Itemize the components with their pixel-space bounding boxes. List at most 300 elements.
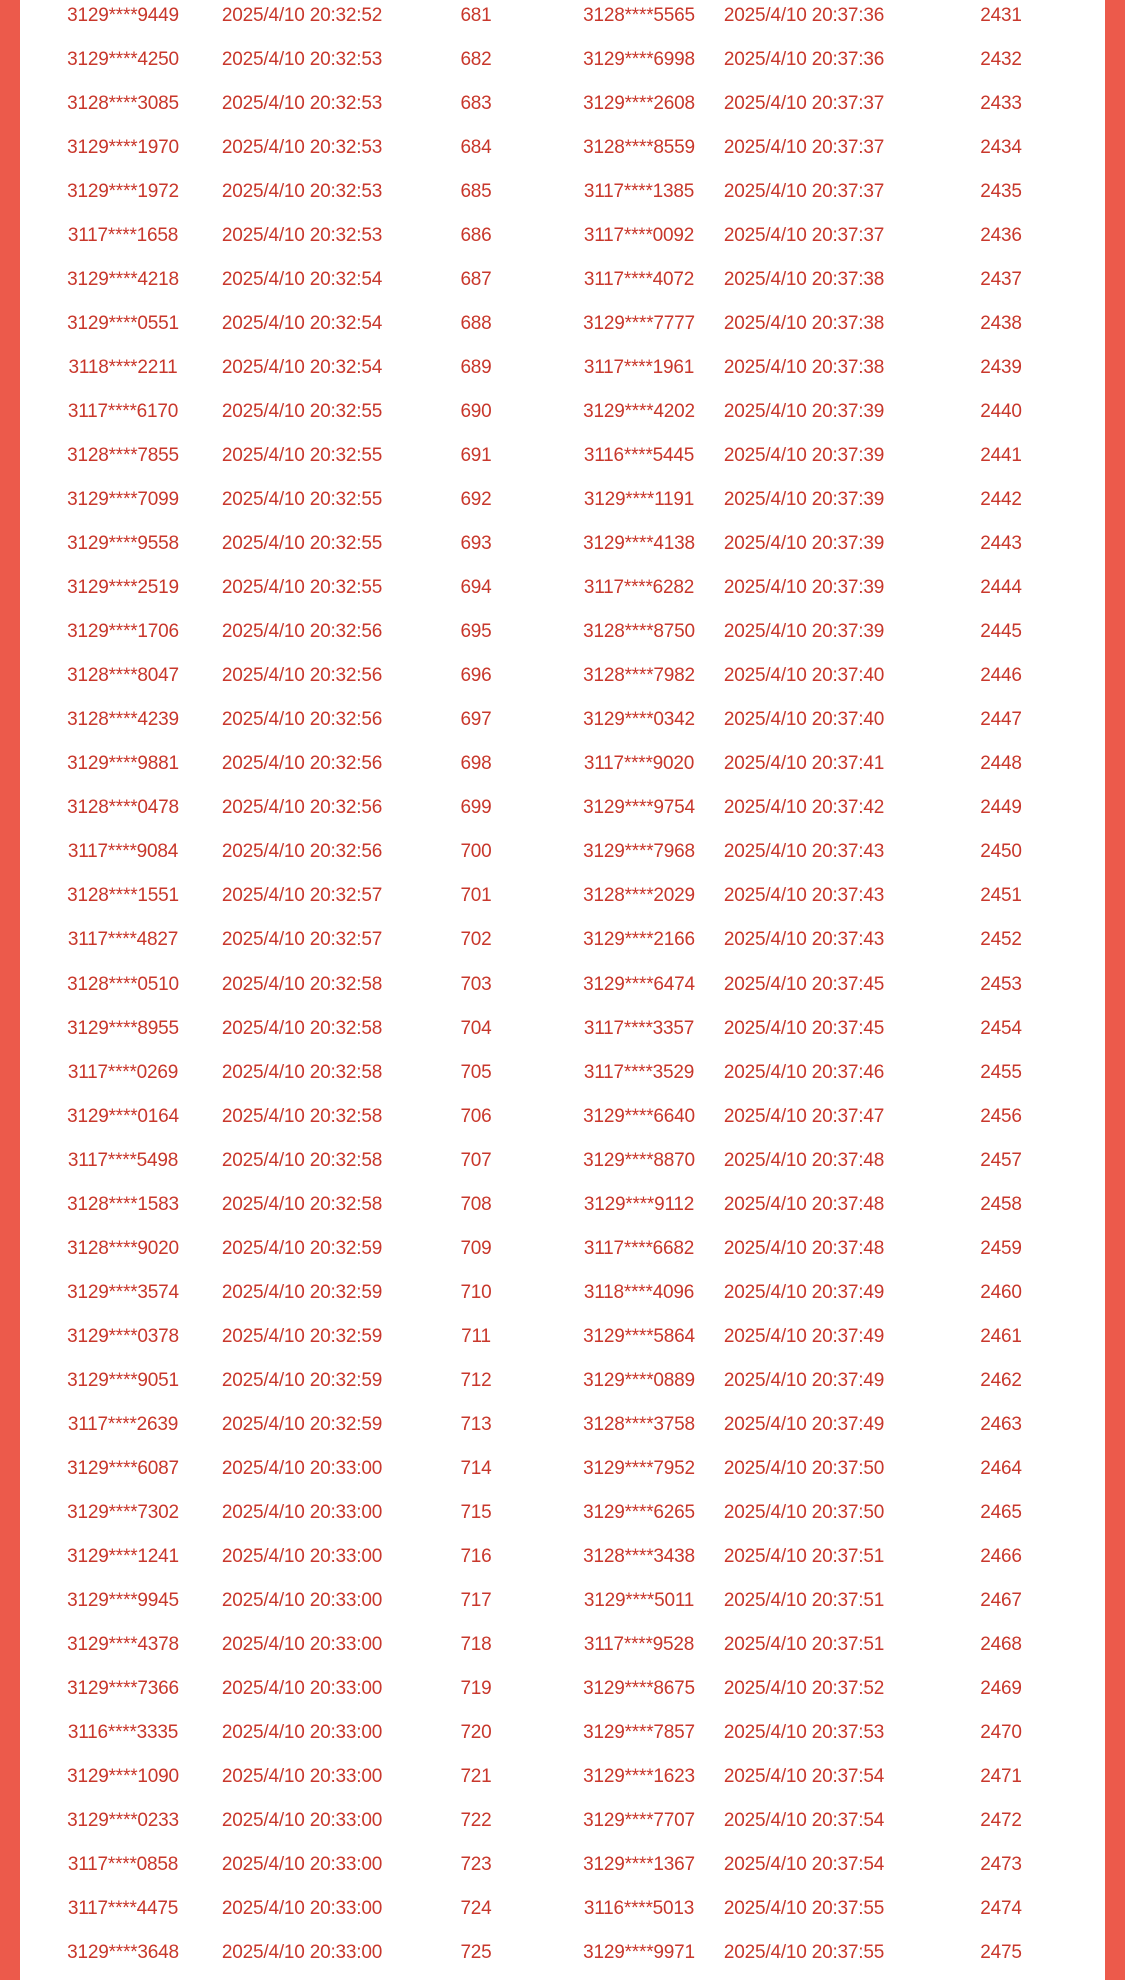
- rank-cell: 2445: [980, 621, 1022, 643]
- timestamp-cell: 2025/4/10 20:32:53: [221, 181, 383, 203]
- account-id-cell: 3128****0478: [67, 797, 179, 819]
- account-id-cell: 3129****7302: [67, 1501, 179, 1523]
- timestamp-cell: 2025/4/10 20:33:00: [221, 1633, 383, 1655]
- rank-cell: 687: [460, 269, 492, 291]
- timestamp-cell: 2025/4/10 20:32:59: [221, 1369, 383, 1391]
- timestamp-cell: 2025/4/10 20:37:39: [723, 489, 885, 511]
- rank-cell: 718: [460, 1633, 492, 1655]
- timestamp-cell: 2025/4/10 20:37:54: [723, 1809, 885, 1831]
- account-id-cell: 3117****1385: [583, 181, 695, 203]
- table-row: [20, 1403, 1105, 1447]
- timestamp-cell: 2025/4/10 20:37:47: [723, 1105, 885, 1127]
- rank-cell: 2464: [980, 1457, 1022, 1479]
- account-id-cell: 3118****4096: [583, 1281, 695, 1303]
- account-id-cell: 3117****0269: [67, 1061, 179, 1083]
- timestamp-cell: 2025/4/10 20:37:43: [723, 841, 885, 863]
- rank-cell: 2453: [980, 973, 1022, 995]
- rank-cell: 2475: [980, 1942, 1022, 1963]
- rank-cell: 692: [460, 489, 492, 511]
- rank-cell: 2433: [980, 93, 1022, 115]
- account-id-cell: 3117****6170: [67, 401, 179, 423]
- rank-cell: 716: [460, 1545, 492, 1567]
- account-id-cell: 3128****3758: [583, 1413, 695, 1435]
- table-row: [20, 346, 1105, 390]
- timestamp-cell: 2025/4/10 20:37:37: [723, 225, 885, 247]
- timestamp-cell: 2025/4/10 20:32:53: [221, 49, 383, 71]
- account-id-cell: 3116****3335: [67, 1721, 179, 1743]
- timestamp-cell: 2025/4/10 20:32:53: [221, 225, 383, 247]
- timestamp-cell: 2025/4/10 20:32:56: [221, 621, 383, 643]
- timestamp-cell: 2025/4/10 20:32:56: [221, 709, 383, 731]
- timestamp-cell: 2025/4/10 20:37:36: [723, 49, 885, 71]
- account-id-cell: 3128****3085: [67, 93, 179, 115]
- account-id-cell: 3129****6474: [583, 973, 695, 995]
- timestamp-cell: 2025/4/10 20:32:55: [221, 533, 383, 555]
- account-id-cell: 3129****7366: [67, 1677, 179, 1699]
- timestamp-cell: 2025/4/10 20:32:59: [221, 1325, 383, 1347]
- table-row: [20, 0, 1105, 38]
- account-id-cell: 3117****6282: [583, 577, 695, 599]
- timestamp-cell: 2025/4/10 20:33:00: [221, 1501, 383, 1523]
- timestamp-cell: 2025/4/10 20:37:42: [723, 797, 885, 819]
- rank-cell: 2449: [980, 797, 1022, 819]
- timestamp-cell: 2025/4/10 20:37:38: [723, 313, 885, 335]
- table-row: [20, 478, 1105, 522]
- table-row: [20, 918, 1105, 962]
- timestamp-cell: 2025/4/10 20:33:00: [221, 1721, 383, 1743]
- account-id-cell: 3129****9051: [67, 1369, 179, 1391]
- timestamp-cell: 2025/4/10 20:33:00: [221, 1942, 383, 1963]
- account-id-cell: 3129****6087: [67, 1457, 179, 1479]
- table-row: [20, 1623, 1105, 1667]
- account-id-cell: 3129****8870: [583, 1149, 695, 1171]
- table-row: [20, 610, 1105, 654]
- rank-cell: 2454: [980, 1017, 1022, 1039]
- rank-cell: 702: [460, 929, 492, 951]
- rank-cell: 684: [460, 137, 492, 159]
- rank-cell: 2450: [980, 841, 1022, 863]
- rank-cell: 711: [461, 1325, 491, 1347]
- rank-cell: 2460: [980, 1281, 1022, 1303]
- rank-cell: 2440: [980, 401, 1022, 423]
- rank-cell: 717: [460, 1589, 492, 1611]
- table-row: [20, 214, 1105, 258]
- rank-cell: 2462: [980, 1369, 1022, 1391]
- table-row: [20, 1139, 1105, 1183]
- table-row: [20, 1491, 1105, 1535]
- timestamp-cell: 2025/4/10 20:33:00: [221, 1765, 383, 1787]
- account-id-cell: 3128****9020: [67, 1237, 179, 1259]
- timestamp-cell: 2025/4/10 20:32:54: [221, 313, 383, 335]
- rank-cell: 699: [460, 797, 492, 819]
- timestamp-cell: 2025/4/10 20:37:39: [723, 577, 885, 599]
- rank-cell: 2431: [980, 5, 1022, 26]
- account-id-cell: 3129****9449: [67, 5, 179, 26]
- rank-cell: 694: [460, 577, 492, 599]
- rank-cell: 2439: [980, 357, 1022, 379]
- rank-cell: 698: [460, 753, 492, 775]
- rank-cell: 2461: [980, 1325, 1022, 1347]
- table-row: [20, 434, 1105, 478]
- account-id-cell: 3128****8047: [67, 665, 179, 687]
- timestamp-cell: 2025/4/10 20:32:58: [221, 1017, 383, 1039]
- table-row: [20, 1095, 1105, 1139]
- rank-cell: 2459: [980, 1237, 1022, 1259]
- account-id-cell: 3129****1972: [67, 181, 179, 203]
- rank-cell: 719: [460, 1677, 492, 1699]
- rank-cell: 2455: [980, 1061, 1022, 1083]
- timestamp-cell: 2025/4/10 20:37:46: [723, 1061, 885, 1083]
- rank-cell: 697: [460, 709, 492, 731]
- account-id-cell: 3129****3574: [67, 1281, 179, 1303]
- account-id-cell: 3117****9020: [583, 753, 695, 775]
- timestamp-cell: 2025/4/10 20:37:45: [723, 973, 885, 995]
- timestamp-cell: 2025/4/10 20:37:41: [723, 753, 885, 775]
- timestamp-cell: 2025/4/10 20:32:55: [221, 401, 383, 423]
- timestamp-cell: 2025/4/10 20:37:37: [723, 137, 885, 159]
- timestamp-cell: 2025/4/10 20:37:36: [723, 5, 885, 26]
- account-id-cell: 3129****1090: [67, 1765, 179, 1787]
- table-row: [20, 654, 1105, 698]
- account-id-cell: 3129****7777: [583, 313, 695, 335]
- account-id-cell: 3129****0342: [583, 709, 695, 731]
- account-id-cell: 3128****7855: [67, 445, 179, 467]
- timestamp-cell: 2025/4/10 20:37:55: [723, 1897, 885, 1919]
- rank-cell: 2466: [980, 1545, 1022, 1567]
- timestamp-cell: 2025/4/10 20:37:49: [723, 1325, 885, 1347]
- account-id-cell: 3129****9971: [583, 1942, 695, 1963]
- rank-cell: 682: [460, 49, 492, 71]
- timestamp-cell: 2025/4/10 20:37:52: [723, 1677, 885, 1699]
- table-row: [20, 1227, 1105, 1271]
- table-row: [20, 698, 1105, 742]
- account-id-cell: 3129****8675: [583, 1677, 695, 1699]
- table-row: [20, 82, 1105, 126]
- account-id-cell: 3128****8750: [583, 621, 695, 643]
- timestamp-cell: 2025/4/10 20:32:57: [221, 929, 383, 951]
- rank-cell: 2446: [980, 665, 1022, 687]
- table-row: [20, 1843, 1105, 1887]
- account-id-cell: 3129****7968: [583, 841, 695, 863]
- rank-cell: 2473: [980, 1853, 1022, 1875]
- rank-cell: 2452: [980, 929, 1022, 951]
- timestamp-cell: 2025/4/10 20:37:54: [723, 1765, 885, 1787]
- rank-cell: 2472: [980, 1809, 1022, 1831]
- account-id-cell: 3129****4250: [67, 49, 179, 71]
- content-panel: [20, 0, 1105, 1980]
- timestamp-cell: 2025/4/10 20:32:55: [221, 577, 383, 599]
- timestamp-cell: 2025/4/10 20:33:00: [221, 1457, 383, 1479]
- rank-cell: 2470: [980, 1721, 1022, 1743]
- rank-cell: 2456: [980, 1105, 1022, 1127]
- timestamp-cell: 2025/4/10 20:37:40: [723, 665, 885, 687]
- table-row: [20, 1887, 1105, 1931]
- rank-cell: 688: [460, 313, 492, 335]
- timestamp-cell: 2025/4/10 20:37:51: [723, 1589, 885, 1611]
- table-row: [20, 126, 1105, 170]
- rank-cell: 705: [460, 1061, 492, 1083]
- account-id-cell: 3129****6640: [583, 1105, 695, 1127]
- rank-cell: 710: [460, 1281, 492, 1303]
- timestamp-cell: 2025/4/10 20:37:39: [723, 621, 885, 643]
- account-id-cell: 3117****2639: [67, 1413, 179, 1435]
- table-row: [20, 1271, 1105, 1315]
- rank-cell: 2469: [980, 1677, 1022, 1699]
- timestamp-cell: 2025/4/10 20:37:45: [723, 1017, 885, 1039]
- timestamp-cell: 2025/4/10 20:32:53: [221, 137, 383, 159]
- rank-cell: 700: [460, 841, 492, 863]
- rank-cell: 2441: [980, 445, 1022, 467]
- timestamp-cell: 2025/4/10 20:32:56: [221, 665, 383, 687]
- account-id-cell: 3117****9528: [583, 1633, 695, 1655]
- rank-cell: 2444: [980, 577, 1022, 599]
- account-id-cell: 3129****7857: [583, 1721, 695, 1743]
- account-id-cell: 3129****1191: [583, 489, 695, 511]
- account-id-cell: 3128****8559: [583, 137, 695, 159]
- rank-cell: 2457: [980, 1149, 1022, 1171]
- account-id-cell: 3129****0233: [67, 1809, 179, 1831]
- timestamp-cell: 2025/4/10 20:32:59: [221, 1237, 383, 1259]
- table-row: [20, 963, 1105, 1007]
- account-id-cell: 3129****2519: [67, 577, 179, 599]
- account-id-cell: 3128****4239: [67, 709, 179, 731]
- timestamp-cell: 2025/4/10 20:32:56: [221, 753, 383, 775]
- account-id-cell: 3129****4378: [67, 1633, 179, 1655]
- account-id-cell: 3129****8955: [67, 1017, 179, 1039]
- account-id-cell: 3129****9754: [583, 797, 695, 819]
- account-id-cell: 3116****5013: [583, 1897, 695, 1919]
- rank-cell: 2474: [980, 1897, 1022, 1919]
- timestamp-cell: 2025/4/10 20:32:54: [221, 357, 383, 379]
- timestamp-cell: 2025/4/10 20:37:55: [723, 1942, 885, 1963]
- table-row: [20, 1359, 1105, 1403]
- timestamp-cell: 2025/4/10 20:37:49: [723, 1369, 885, 1391]
- rank-cell: 2467: [980, 1589, 1022, 1611]
- timestamp-cell: 2025/4/10 20:37:49: [723, 1281, 885, 1303]
- timestamp-cell: 2025/4/10 20:37:50: [723, 1457, 885, 1479]
- account-id-cell: 3129****7707: [583, 1809, 695, 1831]
- account-id-cell: 3129****5011: [583, 1589, 695, 1611]
- timestamp-cell: 2025/4/10 20:37:43: [723, 929, 885, 951]
- account-id-cell: 3129****9881: [67, 753, 179, 775]
- account-id-cell: 3128****3438: [583, 1545, 695, 1567]
- account-id-cell: 3129****3648: [67, 1942, 179, 1963]
- account-id-cell: 3128****1551: [67, 885, 179, 907]
- account-id-cell: 3129****0889: [583, 1369, 695, 1391]
- rank-cell: 2438: [980, 313, 1022, 335]
- account-id-cell: 3129****1706: [67, 621, 179, 643]
- table-row: [20, 1535, 1105, 1579]
- rank-cell: 720: [460, 1721, 492, 1743]
- account-id-cell: 3117****5498: [67, 1149, 179, 1171]
- table-row: [20, 742, 1105, 786]
- timestamp-cell: 2025/4/10 20:37:38: [723, 357, 885, 379]
- rank-cell: 2432: [980, 49, 1022, 71]
- account-id-cell: 3129****4202: [583, 401, 695, 423]
- account-id-cell: 3117****4072: [583, 269, 695, 291]
- rank-cell: 2447: [980, 709, 1022, 731]
- account-id-cell: 3118****2211: [68, 357, 178, 379]
- table-row: [20, 1447, 1105, 1491]
- rank-cell: 725: [460, 1942, 492, 1963]
- rank-cell: 706: [460, 1105, 492, 1127]
- account-id-cell: 3129****2608: [583, 93, 695, 115]
- timestamp-cell: 2025/4/10 20:32:56: [221, 841, 383, 863]
- account-id-cell: 3129****1241: [67, 1545, 179, 1567]
- rank-cell: 709: [460, 1237, 492, 1259]
- rank-cell: 2468: [980, 1633, 1022, 1655]
- account-id-cell: 3129****5864: [583, 1325, 695, 1347]
- account-id-cell: 3117****0092: [583, 225, 695, 247]
- rank-cell: 722: [460, 1809, 492, 1831]
- timestamp-cell: 2025/4/10 20:37:40: [723, 709, 885, 731]
- account-id-cell: 3117****4475: [67, 1897, 179, 1919]
- table-row: [20, 170, 1105, 214]
- table-row: [20, 874, 1105, 918]
- table-row: [20, 38, 1105, 82]
- rank-cell: 696: [460, 665, 492, 687]
- account-id-cell: 3129****4218: [67, 269, 179, 291]
- rank-cell: 707: [460, 1149, 492, 1171]
- account-id-cell: 3128****1583: [67, 1193, 179, 1215]
- account-id-cell: 3129****7099: [67, 489, 179, 511]
- rank-cell: 701: [460, 885, 492, 907]
- timestamp-cell: 2025/4/10 20:37:39: [723, 445, 885, 467]
- rank-cell: 2463: [980, 1413, 1022, 1435]
- account-id-cell: 3129****2166: [583, 929, 695, 951]
- rank-cell: 2437: [980, 269, 1022, 291]
- timestamp-cell: 2025/4/10 20:32:54: [221, 269, 383, 291]
- table-row: [20, 830, 1105, 874]
- timestamp-cell: 2025/4/10 20:33:00: [221, 1589, 383, 1611]
- rank-cell: 2443: [980, 533, 1022, 555]
- table-row: [20, 1667, 1105, 1711]
- account-id-cell: 3117****3357: [583, 1017, 695, 1039]
- rank-cell: 689: [460, 357, 492, 379]
- timestamp-cell: 2025/4/10 20:32:55: [221, 489, 383, 511]
- rank-cell: 703: [460, 973, 492, 995]
- rank-cell: 2434: [980, 137, 1022, 159]
- rank-cell: 2458: [980, 1193, 1022, 1215]
- rank-cell: 2465: [980, 1501, 1022, 1523]
- rank-cell: 721: [460, 1765, 492, 1787]
- rank-cell: 708: [460, 1193, 492, 1215]
- timestamp-cell: 2025/4/10 20:37:48: [723, 1237, 885, 1259]
- rank-cell: 714: [460, 1457, 492, 1479]
- table-row: [20, 390, 1105, 434]
- timestamp-cell: 2025/4/10 20:32:58: [221, 1105, 383, 1127]
- timestamp-cell: 2025/4/10 20:37:39: [723, 533, 885, 555]
- timestamp-cell: 2025/4/10 20:32:58: [221, 1061, 383, 1083]
- rank-cell: 686: [460, 225, 492, 247]
- timestamp-cell: 2025/4/10 20:32:58: [221, 973, 383, 995]
- timestamp-cell: 2025/4/10 20:37:39: [723, 401, 885, 423]
- timestamp-cell: 2025/4/10 20:37:49: [723, 1413, 885, 1435]
- timestamp-cell: 2025/4/10 20:37:53: [723, 1721, 885, 1743]
- timestamp-cell: 2025/4/10 20:37:50: [723, 1501, 885, 1523]
- timestamp-cell: 2025/4/10 20:37:38: [723, 269, 885, 291]
- timestamp-cell: 2025/4/10 20:32:55: [221, 445, 383, 467]
- account-id-cell: 3128****0510: [67, 973, 179, 995]
- timestamp-cell: 2025/4/10 20:32:56: [221, 797, 383, 819]
- timestamp-cell: 2025/4/10 20:32:59: [221, 1281, 383, 1303]
- rank-cell: 704: [460, 1017, 492, 1039]
- account-id-cell: 3129****7952: [583, 1457, 695, 1479]
- timestamp-cell: 2025/4/10 20:37:48: [723, 1193, 885, 1215]
- account-id-cell: 3129****6998: [583, 49, 695, 71]
- timestamp-cell: 2025/4/10 20:37:51: [723, 1633, 885, 1655]
- rank-cell: 715: [460, 1501, 492, 1523]
- timestamp-cell: 2025/4/10 20:37:43: [723, 885, 885, 907]
- table-row: [20, 1579, 1105, 1623]
- account-id-cell: 3117****9084: [67, 841, 179, 863]
- timestamp-cell: 2025/4/10 20:32:58: [221, 1193, 383, 1215]
- rank-cell: 2435: [980, 181, 1022, 203]
- account-id-cell: 3117****4827: [67, 929, 179, 951]
- account-id-cell: 3117****1658: [67, 225, 179, 247]
- rank-cell: 2471: [980, 1765, 1022, 1787]
- table-row: [20, 1931, 1105, 1975]
- rank-cell: 695: [460, 621, 492, 643]
- timestamp-cell: 2025/4/10 20:32:58: [221, 1149, 383, 1171]
- timestamp-cell: 2025/4/10 20:33:00: [221, 1897, 383, 1919]
- account-id-cell: 3129****9558: [67, 533, 179, 555]
- table-row: [20, 1183, 1105, 1227]
- timestamp-cell: 2025/4/10 20:37:37: [723, 93, 885, 115]
- rank-cell: 2448: [980, 753, 1022, 775]
- table-row: [20, 258, 1105, 302]
- account-id-cell: 3129****1623: [583, 1765, 695, 1787]
- table-row: [20, 522, 1105, 566]
- account-id-cell: 3117****3529: [583, 1061, 695, 1083]
- rank-cell: 685: [460, 181, 492, 203]
- table-row: [20, 786, 1105, 830]
- timestamp-cell: 2025/4/10 20:33:00: [221, 1809, 383, 1831]
- timestamp-cell: 2025/4/10 20:32:52: [221, 5, 383, 26]
- account-id-cell: 3129****0551: [67, 313, 179, 335]
- rank-cell: 691: [460, 445, 492, 467]
- account-id-cell: 3129****0378: [67, 1325, 179, 1347]
- timestamp-cell: 2025/4/10 20:32:57: [221, 885, 383, 907]
- timestamp-cell: 2025/4/10 20:32:59: [221, 1413, 383, 1435]
- table-row: [20, 1711, 1105, 1755]
- timestamp-cell: 2025/4/10 20:37:48: [723, 1149, 885, 1171]
- rank-cell: 690: [460, 401, 492, 423]
- account-id-cell: 3128****5565: [583, 5, 695, 26]
- account-id-cell: 3117****0858: [67, 1853, 179, 1875]
- timestamp-cell: 2025/4/10 20:37:51: [723, 1545, 885, 1567]
- table-row: [20, 1007, 1105, 1051]
- rank-cell: 2451: [980, 885, 1022, 907]
- timestamp-cell: 2025/4/10 20:33:00: [221, 1853, 383, 1875]
- account-id-cell: 3128****2029: [583, 885, 695, 907]
- table-row: [20, 1799, 1105, 1843]
- account-id-cell: 3129****1367: [583, 1853, 695, 1875]
- account-id-cell: 3129****0164: [67, 1105, 179, 1127]
- account-id-cell: 3117****6682: [583, 1237, 695, 1259]
- rank-cell: 2442: [980, 489, 1022, 511]
- account-id-cell: 3116****5445: [583, 445, 695, 467]
- timestamp-cell: 2025/4/10 20:32:53: [221, 93, 383, 115]
- account-id-cell: 3128****7982: [583, 665, 695, 687]
- table-row: [20, 566, 1105, 610]
- timestamp-cell: 2025/4/10 20:33:00: [221, 1677, 383, 1699]
- table-row: [20, 302, 1105, 346]
- table-row: [20, 1051, 1105, 1095]
- account-id-cell: 3129****6265: [583, 1501, 695, 1523]
- rank-cell: 2436: [980, 225, 1022, 247]
- rank-cell: 724: [460, 1897, 492, 1919]
